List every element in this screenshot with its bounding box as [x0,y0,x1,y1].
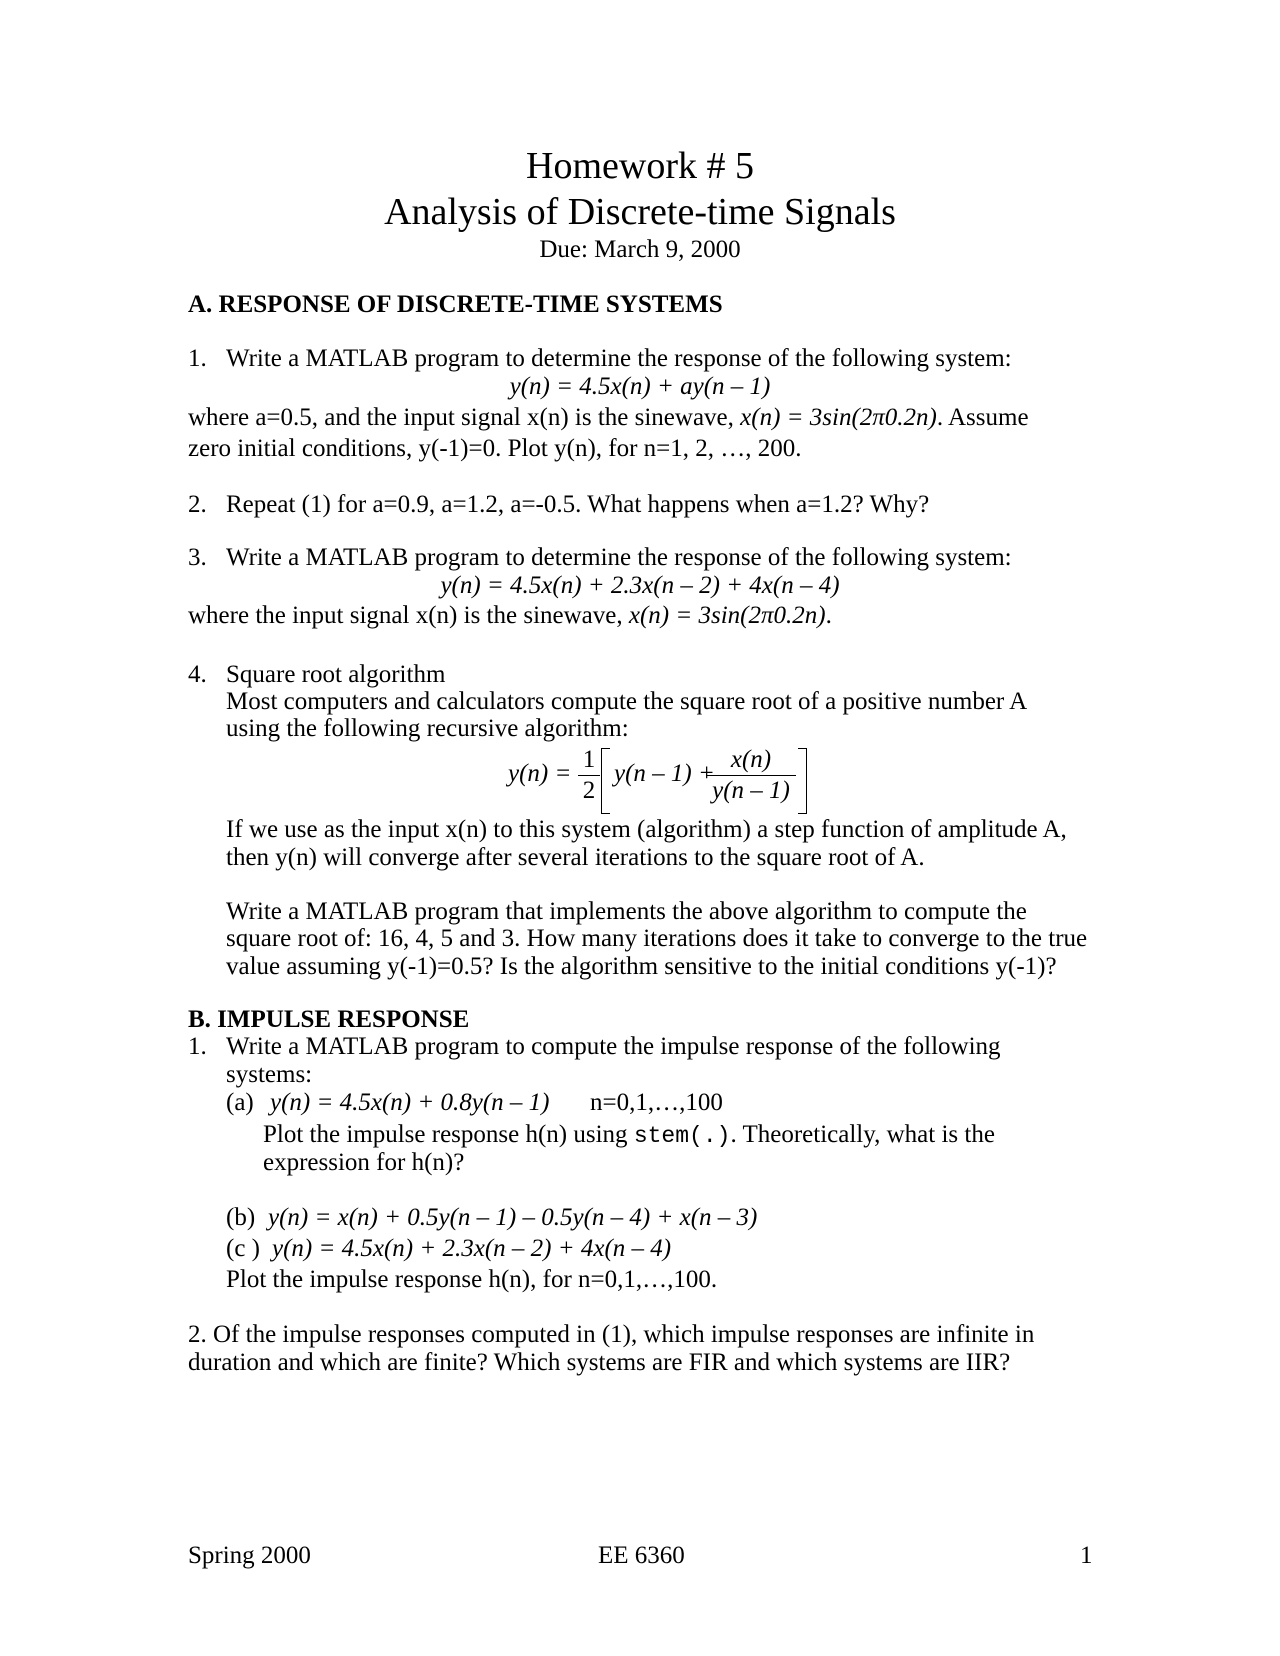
eq-frac-den: y(n – 1) [712,777,790,804]
eq-term: y(n – 1) + [614,760,715,787]
a-q4-title: Square root algorithm [226,661,446,688]
b-q1a-para1 [263,1120,995,1151]
a-q4-para6: square root of: 16, 4, 5 and 3. How many iterations does it take to converge to the true [226,925,1088,952]
a-q4-para1: Most computers and calculators compute the square root of a positive number A [226,688,1028,715]
a-q1-equation: y(n) = 4.5x(n) + ay(n – 1) [509,373,771,400]
eq-frac-num: x(n) [730,746,772,773]
due-date: Due: March 9, 2000 [539,236,741,263]
b-q1-text: Write a MATLAB program to compute the impulse response of the following [226,1033,1001,1060]
a-q4-para2: using the following recursive algorithm: [226,715,629,742]
a-q1-input-equation: x(n) = 3sin(2π0.2n) [740,404,937,431]
a-q2-text: Repeat (1) for a=0.9, a=1.2, a=-0.5. What happens when a=1.2? Why? [226,491,930,518]
b-q1b-label: (b) [226,1204,256,1231]
b-q1c-label: (c ) [226,1235,260,1262]
b-q2-line1: 2. Of the impulse responses computed in (1), which impulse responses are infinite in [188,1321,1035,1348]
eq-half-fraction [578,745,600,805]
left-bracket [601,748,610,814]
eq-half-num: 1 [582,746,596,773]
eq-half-den: 2 [582,777,596,804]
page-title: Homework # 5 [526,145,754,187]
a-q3-line2-tail: . [825,602,832,629]
page-number: 1 [1080,1542,1093,1569]
a-q4-para3: If we use as the input x(n) to this system (algorithm) a step function of amplitude A, [226,816,1067,843]
eq-lhs: y(n) = [508,760,572,787]
a-q3-text: Write a MATLAB program to determine the response of the following system: [226,544,1012,571]
footer-course: EE 6360 [598,1542,685,1569]
b-q1-plot: Plot the impulse response h(n), for n=0,1,…,100. [226,1266,718,1293]
a-q1-line2-tail: . Assume [936,404,1029,431]
a-q1-line3: zero initial conditions, y(-1)=0. Plot y(n), for n=1, 2, …, 200. [188,435,802,462]
eq-main-fraction [706,745,796,805]
b-q2-line2: duration and which are finite? Which systems are FIR and which systems are IIR? [188,1349,1011,1376]
b-q1c-equation: y(n) = 4.5x(n) + 2.3x(n – 2) + 4x(n – 4) [272,1235,672,1262]
b-q1-number: 1. [188,1033,207,1060]
a-q1-number: 1. [188,345,207,372]
a-q4-para5: Write a MATLAB program that implements the above algorithm to compute the [226,898,1027,925]
b-q1b-equation: y(n) = x(n) + 0.5y(n – 1) – 0.5y(n – 4) + x(n – 3) [268,1204,758,1231]
b-q1a-para1-tail: . Theoretically, what is the [730,1121,995,1148]
a-q2-number: 2. [188,491,207,518]
footer-term: Spring 2000 [188,1542,311,1569]
b-q1a-equation: y(n) = 4.5x(n) + 0.8y(n – 1) [270,1089,550,1116]
b-q1a-para2: expression for h(n)? [263,1149,465,1176]
a-q4-para7: value assuming y(-1)=0.5? Is the algorithm sensitive to the initial conditions y(-1)? [226,953,1057,980]
b-q1a-range: n=0,1,…,100 [590,1089,723,1116]
section-a-heading: A. RESPONSE OF DISCRETE-TIME SYSTEMS [188,291,723,318]
b-q1a-para1-text: Plot the impulse response h(n) using [263,1121,628,1148]
a-q4-para4: then y(n) will converge after several iterations to the square root of A. [226,844,925,871]
a-q1-text: Write a MATLAB program to determine the response of the following system: [226,345,1012,372]
a-q3-equation: y(n) = 4.5x(n) + 2.3x(n – 2) + 4x(n – 4) [440,572,840,599]
right-bracket [798,748,807,814]
a-q1-line2 [188,403,1029,432]
a-q3-line2 [188,601,832,630]
a-q3-number: 3. [188,544,207,571]
b-q1-text2: systems: [226,1061,313,1088]
a-q4-number: 4. [188,661,207,688]
section-b-heading: B. IMPULSE RESPONSE [188,1006,470,1033]
page-subtitle: Analysis of Discrete-time Signals [384,191,896,233]
stem-code: stem(.) [633,1123,731,1149]
a-q3-line2-text: where the input signal x(n) is the sinewave, [188,602,623,629]
a-q1-line2-text: where a=0.5, and the input signal x(n) is the sinewave, [188,404,734,431]
b-q1a-label: (a) [226,1089,254,1116]
a-q3-input-equation: x(n) = 3sin(2π0.2n) [628,602,826,629]
